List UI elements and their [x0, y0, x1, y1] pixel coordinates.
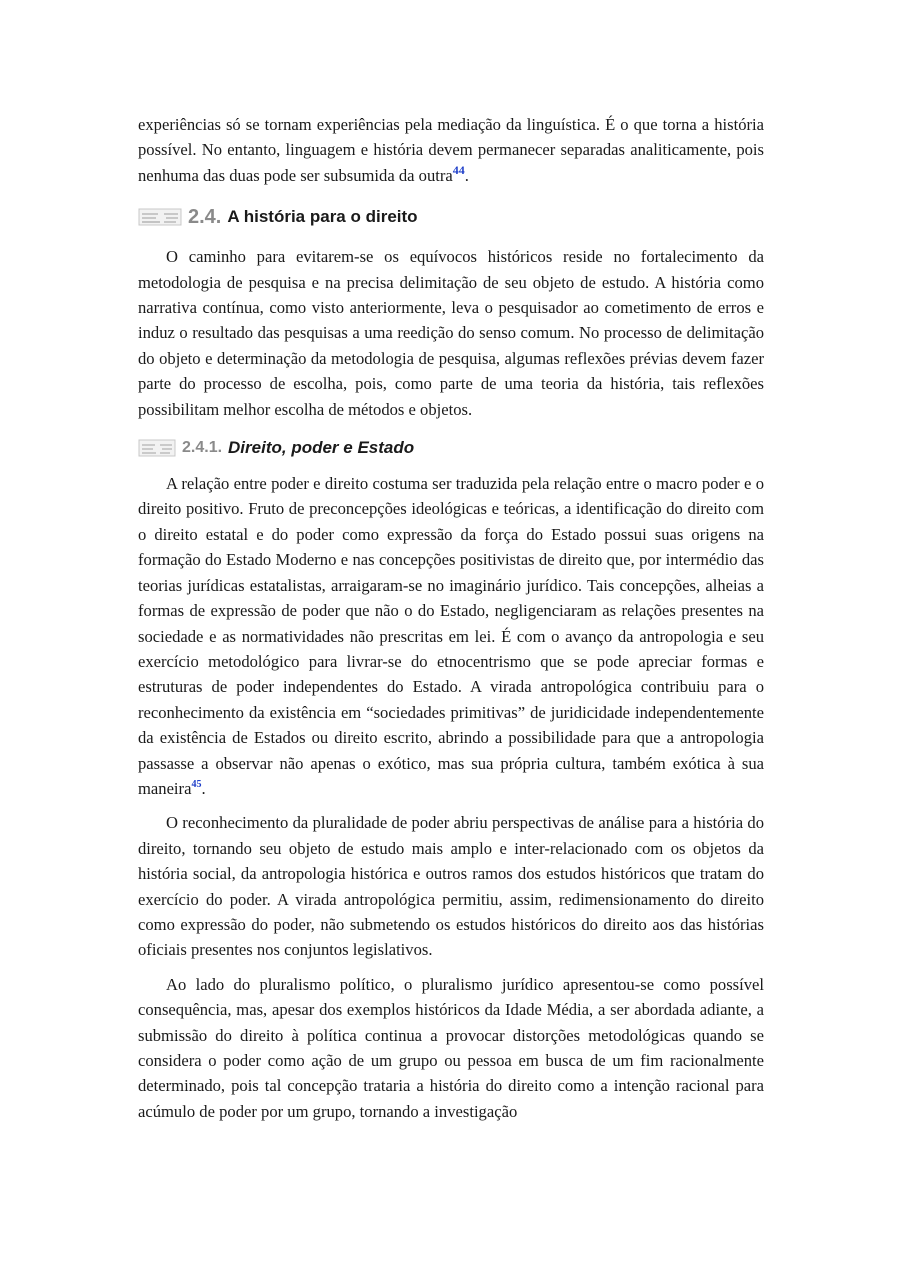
- footnote-ref-44[interactable]: 44: [452, 162, 465, 177]
- section-2-4-1-paragraph-2: O reconhecimento da pluralidade de poder abriu perspectivas de análise para a história do direito, tornando seu objeto de estudo mais amplo e inter-relacionado com os objetos da história social, da antropologia histórica e outros ramos dos estudos históricos que tratam do exercício do poder. A virada antropológica permitiu, assim, redimensionamento do direito como expressão do poder, não submetendo os estudos históricos do direito aos das histórias oficiais presentes nos conjuntos legislativos.: [138, 813, 764, 960]
- document-page: [138, 112, 764, 1124]
- intro-paragraph: [138, 112, 764, 188]
- section-heading-2-4: [138, 205, 764, 229]
- section-2-4-1-paragraph-1: [138, 471, 764, 801]
- section-title: A história para o direito: [227, 207, 418, 227]
- section-2-4-paragraph: O caminho para evitarem-se os equívocos históricos reside no fortalecimento da metodologia de pesquisa e na precisa delimitação de seu objeto de estudo. A história como narrativa contínua, como visto anteriormente, leva o pesquisador ao cometimento de erros e induz o resultado das pesquisas a uma reedição do senso comum. No processo de delimitação do objeto e determinação da metodologia de pesquisa, algumas reflexões prévias devem fazer parte do processo de escolha, pois, como parte de uma teoria da história, tais reflexões possibilitam melhor escolha de métodos e objetos.: [138, 247, 764, 419]
- subsection-number: 2.4.1.: [182, 439, 223, 457]
- paragraph-text: A relação entre poder e direito costuma ser traduzida pela relação entre o macro poder e o direito positivo. Fruto de preconcepções ideológicas e teóricas, a identificação do direito com o direito estatal e do poder como expressão da força do Estado possui suas origens na formação do Estado Moderno e nas concepções positivistas de direito que, por intermédio das teorias jurídicas estatalistas, arraigaram-se no imaginário jurídico. Tais concepções, alheias a formas de expressão de poder que não o do Estado, negligenciaram as relações presentes na sociedade e as normatividades não prescritas em lei. É com o avanço da antropologia e seu exercício metodológico para livrar-se do etnocentrismo que se pode apreciar formas e estruturas de poder independentes do Estado. A virada antropológica contribuiu para o reconhecimento da existência em “sociedades primitivas” de juridicidade independentemente da existência de Estados ou direito escrito, abrindo a possibilidade para que a antropologia passasse a observar não apenas o exótico, mas sua própria cultura, também exótica à sua maneira: [138, 474, 764, 798]
- section-2-4-1-paragraph-3: Ao lado do pluralismo político, o pluralismo jurídico apresentou-se como possível consequência, mas, apesar dos exemplos históricos da Idade Média, a ser abordada adiante, a submissão do direito à política continua a provocar distorções metodológicas quando se considera o poder como ação de um grupo ou pessoa em busca de um fim racionalmente determinado, pois tal concepção trataria a história do direito como a intenção racional para acúmulo de poder por um grupo, tornando a investigação: [138, 974, 764, 1121]
- paragraph-end: .: [201, 778, 206, 798]
- intro-paragraph-end: .: [464, 165, 469, 185]
- subsection-title: Direito, poder e Estado: [228, 438, 415, 458]
- intro-paragraph-text: experiências só se tornam experiências pela mediação da linguística. É o que torna a história possível. No entanto, linguagem e história devem permanecer separadas analiticamente, pois nenhuma das duas pode ser subsumida da outra: [138, 115, 764, 185]
- section-number: 2.4.: [188, 205, 222, 228]
- section-heading-2-4-1: [138, 437, 764, 459]
- footnote-ref-45[interactable]: 45: [191, 778, 202, 790]
- section-marker-icon: [138, 437, 176, 459]
- section-marker-icon: [138, 205, 182, 229]
